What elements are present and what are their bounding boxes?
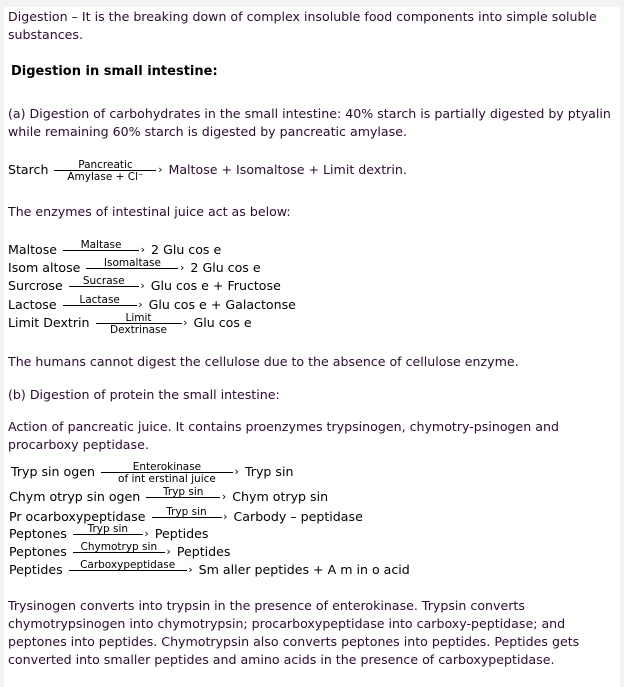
starch-equation: [8, 159, 407, 183]
product: 2 Glu cos e: [190, 260, 261, 275]
reactant: Isom altose: [8, 260, 81, 275]
arrow-head-icon: ›: [223, 510, 228, 523]
product: Glu cos e: [193, 315, 252, 330]
carbohydrate-paragraph: (a) Digestion of carbohydrates in the small intestine: 40% starch is partially digested by ptyalin while remaining 60% starch is digested by pancreatic amylase.: [8, 106, 611, 139]
arrow-label-top: Pancreatic: [78, 159, 133, 171]
cellulose-paragraph: The humans cannot digest the cellulose due to the absence of cellulose enzyme.: [8, 354, 519, 369]
arrow-head-icon: ›: [138, 298, 143, 311]
product: Chym otryp sin: [232, 489, 329, 504]
product: 2 Glu cos e: [151, 242, 222, 257]
arrow-label-top: Isomaltase: [103, 257, 161, 269]
product: Sm aller peptides + A m in o acid: [198, 562, 410, 577]
arrow-label-top: Tryp sin: [87, 523, 129, 535]
reactant: Surcrose: [8, 278, 63, 293]
reactant: Peptones: [9, 544, 67, 559]
reaction-equation: [8, 296, 296, 314]
arrow-label-top: Chymotryp sin: [80, 541, 158, 553]
reaction-arrow: [96, 312, 188, 336]
arrow-label-bottom: of int erstinal juice: [118, 473, 216, 485]
reactant: Limit Dextrin: [8, 315, 90, 330]
reaction-equation: [8, 277, 281, 295]
reaction-arrow: [69, 561, 193, 579]
reactant: Peptones: [9, 526, 67, 541]
summary-paragraph: Trysinogen converts into trypsin in the presence of enterokinase. Trypsin converts chymotrypsinogen into chymotrypsin; procarboxypeptidase into carboxy-peptidase; and peptones into peptides. Chymotrypsin also converts peptones into peptides. Peptides gets converted into smaller peptides and amino acids in the presence of carboxypeptidase.: [8, 598, 580, 667]
reaction-equation: [9, 508, 363, 526]
arrow-head-icon: ›: [180, 261, 185, 274]
reactant: Starch: [8, 162, 49, 177]
intro-paragraph: Digestion – It is the breaking down of complex insoluble food components into simple soluble substances.: [8, 9, 597, 42]
product: Glu cos e + Galactonse: [148, 297, 296, 312]
pancreatic-paragraph: Action of pancreatic juice. It contains proenzymes trypsinogen, chymotry-psinogen and procarboxy peptidase.: [8, 419, 559, 452]
product: Tryp sin: [244, 464, 294, 479]
arrow-label-bottom: Amylase + Cl⁻: [67, 171, 144, 183]
arrow-head-icon: ›: [188, 563, 193, 576]
arrow-label-top: Tryp sin: [166, 506, 207, 518]
product: Maltose + Isomaltose + Limit dextrin.: [168, 162, 407, 177]
arrow-head-icon: ›: [158, 163, 163, 176]
arrow-head-icon: ›: [140, 279, 145, 292]
arrow-head-icon: ›: [234, 465, 239, 478]
arrow-head-icon: ›: [144, 527, 149, 540]
reaction-equation: [9, 488, 328, 506]
arrow-label-top: Enterokinase: [132, 461, 202, 473]
document-page: [4, 7, 620, 687]
product: Peptides: [176, 544, 231, 559]
reaction-equation: [9, 561, 410, 579]
arrow-head-icon: ›: [140, 243, 146, 256]
reaction-arrow: [146, 488, 226, 506]
arrow-label-top: Maltase: [80, 239, 122, 251]
protein-heading: (b) Digestion of protein the small intestine:: [8, 387, 280, 402]
reactant: Tryp sin ogen: [11, 464, 95, 479]
arrow-label-top: Carboxypeptidase: [80, 559, 176, 571]
reaction-equation: [11, 461, 294, 485]
reaction-arrow: [69, 277, 145, 295]
arrow-head-icon: ›: [183, 316, 188, 329]
reaction-arrow: [54, 159, 163, 183]
arrow-head-icon: ›: [221, 490, 227, 503]
reactant: Lactose: [8, 297, 57, 312]
arrow-label-top: Limit: [125, 312, 152, 324]
arrow-head-icon: ›: [166, 545, 171, 558]
arrow-label-bottom: Dextrinase: [110, 324, 167, 336]
arrow-label-top: Lactase: [79, 294, 120, 306]
arrow-label-top: Tryp sin: [163, 486, 204, 498]
product: Carbody – peptidase: [233, 509, 363, 524]
arrow-label-top: Sucrase: [82, 275, 125, 287]
reaction-equation: [8, 312, 252, 336]
product: Peptides: [154, 526, 209, 541]
product: Glu cos e + Fructose: [150, 278, 281, 293]
reaction-arrow: [101, 461, 239, 485]
section-heading: Digestion in small intestine:: [11, 64, 218, 79]
reactant: Maltose: [8, 242, 58, 257]
enzymes-paragraph: The enzymes of intestinal juice act as below:: [8, 204, 291, 219]
reactant: Pr ocarboxypeptidase: [9, 509, 146, 524]
reactant: Chym otryp sin ogen: [9, 489, 141, 504]
reaction-equation: [8, 259, 261, 277]
reactant: Peptides: [9, 562, 63, 577]
reaction-arrow: [152, 508, 228, 526]
